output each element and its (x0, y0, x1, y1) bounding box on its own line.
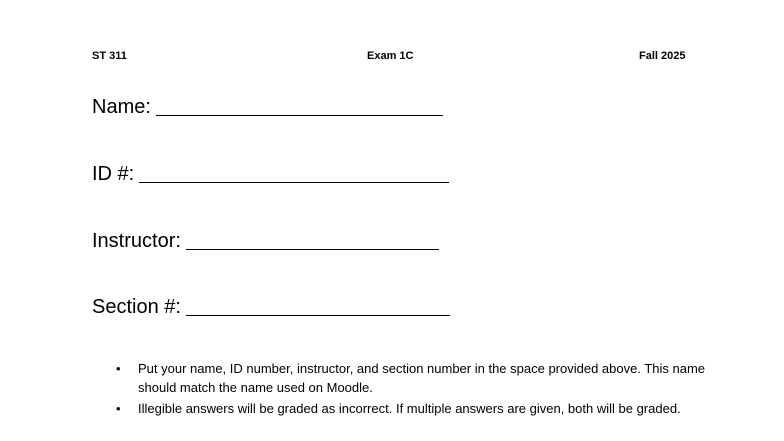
exam-term: Fall 2025 (639, 50, 686, 62)
instruction-text: Put your name, ID number, instructor, and section number in the space provided above. This name should match the name used on Moodle. (138, 361, 706, 395)
instructor-label: Instructor: (92, 230, 181, 252)
id-blank-line[interactable] (139, 162, 449, 183)
instruction-item (112, 399, 712, 418)
instructor-field (92, 227, 439, 253)
name-field (92, 93, 443, 119)
name-label: Name: (92, 96, 151, 118)
instruction-item (112, 359, 712, 397)
section-label: Section #: (92, 296, 181, 318)
course-code: ST 311 (92, 50, 127, 62)
instructions-list (112, 359, 712, 420)
instruction-text: Illegible answers will be graded as incorrect. If multiple answers are given, both will be graded. (138, 401, 681, 416)
instructor-blank-line[interactable] (186, 229, 439, 250)
section-blank-line[interactable] (186, 295, 450, 316)
name-blank-line[interactable] (156, 95, 443, 116)
exam-title: Exam 1C (367, 50, 414, 62)
bullet-icon: • (116, 361, 121, 376)
bullet-icon: • (116, 401, 121, 416)
id-field (92, 160, 449, 186)
section-field (92, 293, 450, 319)
id-label: ID #: (92, 163, 135, 185)
